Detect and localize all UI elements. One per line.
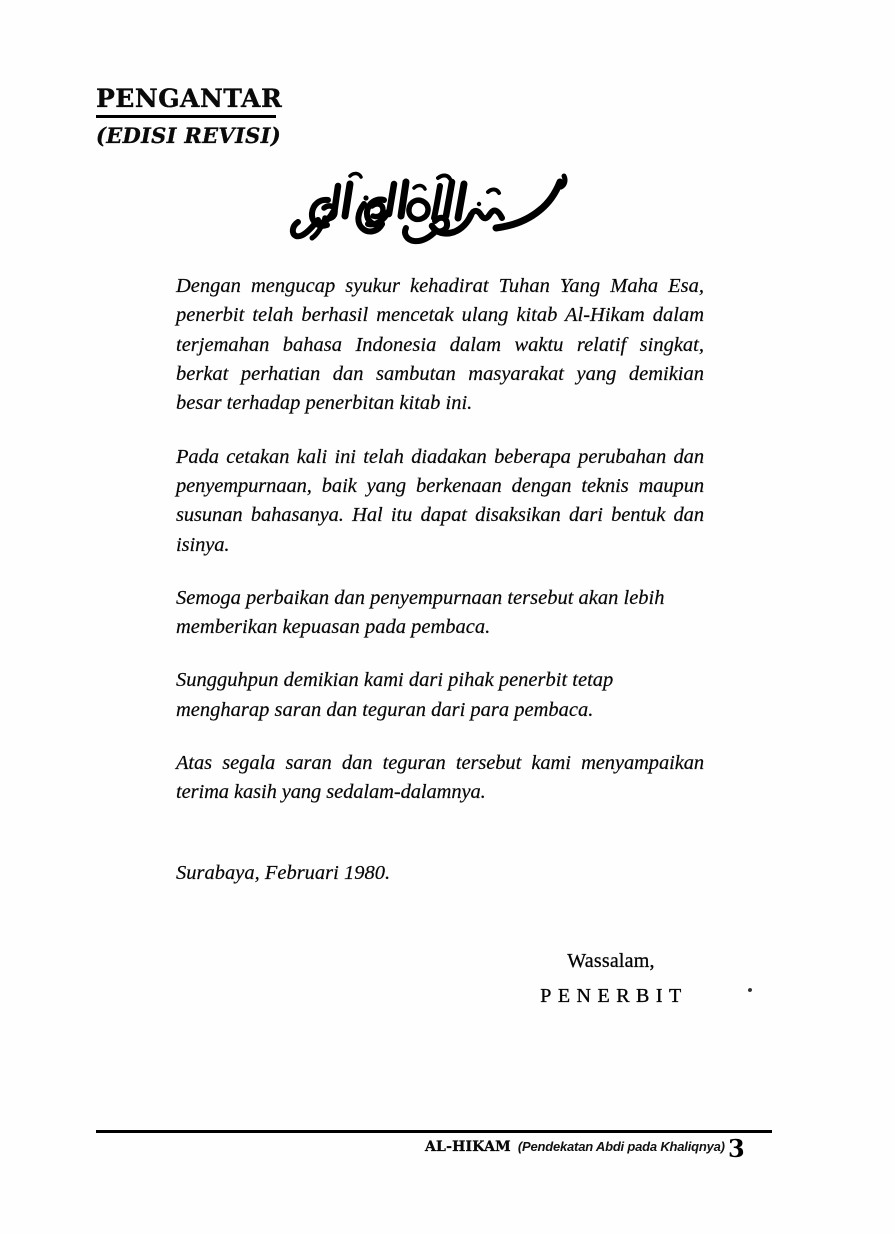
paragraph: Sungguhpun demikian kami dari pihak penerbit tetap mengharap saran dan teguran dari para pembaca.: [176, 669, 614, 721]
signature-salutation: Wassalam,: [567, 950, 655, 972]
footer-title: AL-HIKAM: [425, 1139, 511, 1155]
footer-divider: [96, 1130, 772, 1133]
signature-name: PENERBIT: [540, 985, 688, 1007]
page-heading: [96, 86, 516, 148]
date-line: Surabaya, Februari 1980.: [176, 862, 391, 884]
footer: [425, 1138, 725, 1156]
page-title: PENGANTAR: [96, 84, 283, 113]
basmala-calligraphy-icon: [288, 158, 573, 250]
scan-speck: [747, 987, 752, 992]
footer-subtitle: (Pendekatan Abdi pada Khaliqnya): [517, 1139, 725, 1154]
heading-divider: [96, 115, 276, 118]
paragraph: Semoga perbaikan dan penyempurnaan tersebut akan lebih memberikan kepuasan pada pembaca.: [176, 586, 665, 639]
body-text: [176, 272, 704, 808]
page-subtitle: (EDISI REVISI): [96, 123, 281, 149]
paragraph: Pada cetakan kali ini telah diadakan beberapa perubahan dan penyempurnaan, baik yang berkenaan dengan teknis maupun susunan bahasanya. Hal itu dapat disaksikan dari bentuk dan isinya.: [176, 445, 704, 556]
signature-block: [511, 950, 711, 1008]
paragraph: Dengan mengucap syukur kehadirat Tuhan Yang Maha Esa, penerbit telah berhasil mencetak ulang kitab Al-Hikam dalam terjemahan bahasa Indonesia dalam waktu relatif singkat, berkat perhatian dan sambutan masyarakat yang demikian besar terhadap penerbitan kitab ini.: [176, 275, 704, 415]
paragraph: Atas segala saran dan teguran tersebut kami menyampaikan terima kasih yang sedalam-dalamnya.: [176, 752, 704, 804]
page-number: 3: [728, 1134, 745, 1163]
